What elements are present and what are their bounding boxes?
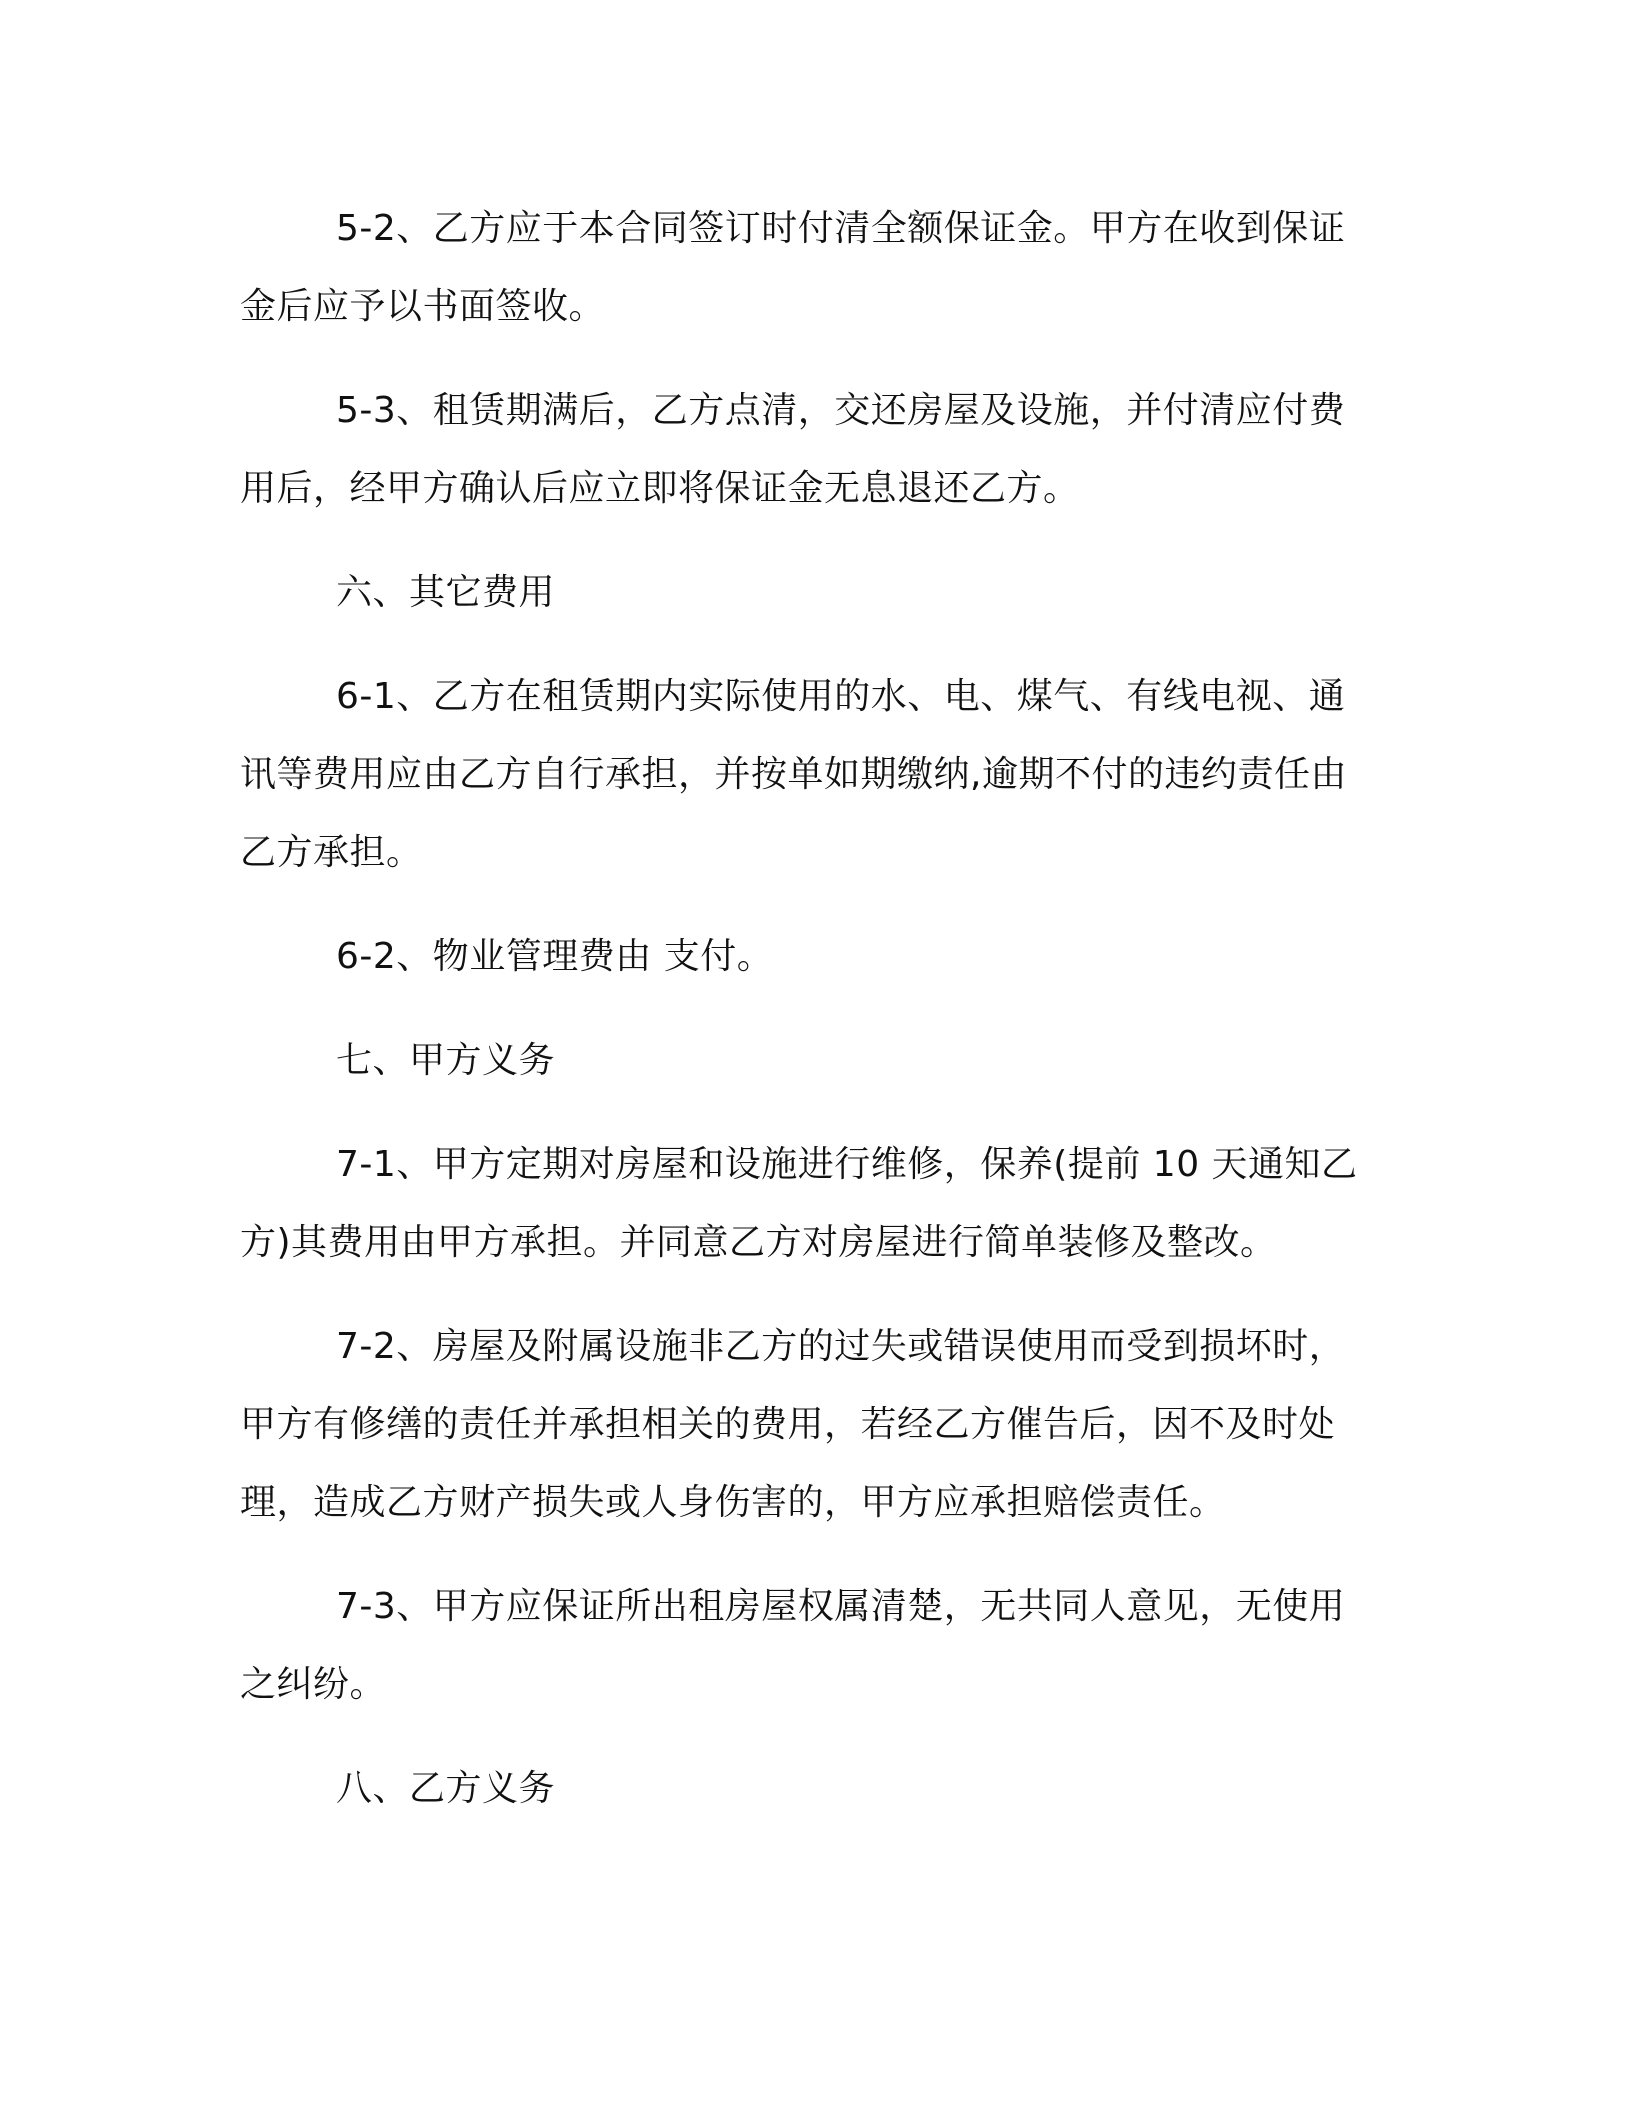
text-line: 7-3、甲方应保证所出租房屋权属清楚，无共同人意见，无使用 — [336, 1586, 1346, 1627]
clause-5-3 — [240, 372, 1370, 528]
heading-text: 七、甲方义务 — [336, 1040, 556, 1081]
clause-7-1 — [240, 1126, 1370, 1282]
clause-6-1 — [240, 658, 1370, 892]
text-line: 5-2、乙方应于本合同签订时付清全额保证金。甲方在收到保证 — [336, 208, 1346, 249]
text-line: 7-2、房屋及附属设施非乙方的过失或错误使用而受到损坏时， — [336, 1326, 1346, 1367]
text-line: 7-1、甲方定期对房屋和设施进行维修，保养(提前 10 天通知乙 — [336, 1144, 1358, 1185]
clause-6-2 — [240, 918, 1370, 996]
text-line: 甲方有修缮的责任并承担相关的费用，若经乙方催告后，因不及时处 — [240, 1404, 1336, 1445]
text-line: 讯等费用应由乙方自行承担，并按单如期缴纳,逾期不付的违约责任由 — [240, 754, 1347, 795]
text-line: 6-2、物业管理费由 支付。 — [336, 936, 774, 977]
text-line: 用后，经甲方确认后应立即将保证金无息退还乙方。 — [240, 468, 1080, 509]
heading-text: 六、其它费用 — [336, 572, 556, 613]
clause-7-2 — [240, 1308, 1370, 1542]
clause-5-2 — [240, 190, 1370, 346]
text-line: 理，造成乙方财产损失或人身伤害的，甲方应承担赔偿责任。 — [240, 1482, 1226, 1523]
text-line: 之纠纷。 — [240, 1664, 387, 1705]
text-line: 方)其费用由甲方承担。并同意乙方对房屋进行简单装修及整改。 — [240, 1222, 1277, 1263]
clause-7-3 — [240, 1568, 1370, 1724]
section-heading-8 — [240, 1750, 1370, 1828]
text-line: 6-1、乙方在租赁期内实际使用的水、电、煤气、有线电视、通 — [336, 676, 1346, 717]
section-heading-7 — [240, 1022, 1370, 1100]
text-line: 金后应予以书面签收。 — [240, 286, 606, 327]
text-line: 5-3、租赁期满后，乙方点清，交还房屋及设施，并付清应付费 — [336, 390, 1346, 431]
document-body — [240, 190, 1370, 1854]
heading-text: 八、乙方义务 — [336, 1768, 556, 1809]
text-line: 乙方承担。 — [240, 832, 423, 873]
section-heading-6 — [240, 554, 1370, 632]
